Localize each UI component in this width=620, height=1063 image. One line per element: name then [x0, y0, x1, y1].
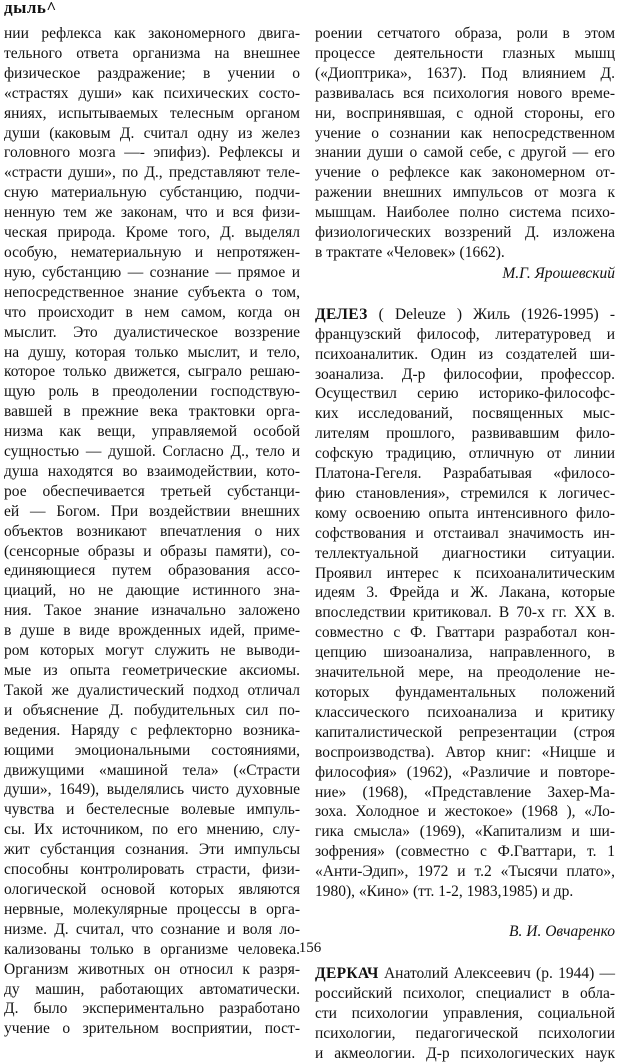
text-line: души (каковым Д. считал одну из желез [4, 124, 300, 144]
text-line: классического психоанализа и критику [315, 703, 615, 723]
text-line: («Диоптрика», 1637). Под влиянием Д. [315, 64, 615, 84]
text-line: процессе деятельности глазных мышц [315, 44, 615, 64]
text-line: знании души о самой себе, с другой — его [315, 143, 615, 163]
text-line: Организм животных он относил к разря- [4, 960, 300, 980]
right-column [315, 24, 615, 1063]
text-line: цепцию шизоанализа, направленного, в [315, 643, 615, 663]
text-line: совместно с Ф. Гваттари разработал кон- [315, 623, 615, 643]
text-line: психоаналитик. Один из создателей ши- [315, 345, 615, 365]
text-line: что происходит в нем самом, когда он [4, 303, 300, 323]
text-line: мыслит. Это дуалистическое воззрение [4, 323, 300, 343]
text-line: Проявил интерес к психоаналитическим [315, 564, 615, 584]
text-line: роении сетчатого образа, роли в этом [315, 24, 615, 44]
text-line: тельного ответа организма на внешнее [4, 44, 300, 64]
text-line: головного мозга —- эпифиз). Рефлексы и [4, 143, 300, 163]
text-line: нии рефлекса как закономерного двига- [4, 24, 300, 44]
text-line: ние» (1968), «Представление Захер-Ма- [315, 783, 615, 803]
text-line: ологической основой которых являются [4, 880, 300, 900]
text-line: души», 1649), выделялись чисто духовные [4, 780, 300, 800]
text-line: ния. Такое знание изначально заложено [4, 601, 300, 621]
text-line: кому освоению опыта интенсивного фило- [315, 504, 615, 524]
descartes-continuation [315, 24, 615, 263]
text-line: Такой же дуалистический подход отличал [4, 681, 300, 701]
text-line: французский философ, литературовед и [315, 325, 615, 345]
text-line: мышцам. Наиболее полно система психо- [315, 203, 615, 223]
text-line: ческая природа. Кроме того, Д. выделял [4, 223, 300, 243]
running-head: дыль^ [4, 0, 57, 18]
text-line: и объяснение Д. побудительных сил по- [4, 701, 300, 721]
text-line: кализованы только в организме человека. [4, 940, 300, 960]
text-line: софствования и отстаивал значимость ин- [315, 524, 615, 544]
text-line: 1980), «Кино» (тт. 1-2, 1983,1985) и др. [315, 882, 615, 902]
text-line: на душу, которая только мыслит, и тело, [4, 343, 300, 363]
text-line: сти психологии управления, социальной [315, 1004, 615, 1024]
text-line: вавшей в прежние века трактовки орга- [4, 402, 300, 422]
text-line: сущностью — душой. Согласно Д., тело и [4, 442, 300, 462]
entry-first-line [315, 964, 615, 984]
text-line: ром которых могут служить не выводи- [4, 641, 300, 661]
author-signature-ovcharenko: В. И. Овчаренко [315, 922, 615, 942]
text-line: жит субстанция сознания. Эти импульсы [4, 840, 300, 860]
text-line: душа находятся во взаимодействии, кото- [4, 462, 300, 482]
text-line: способны контролировать страсти, физи- [4, 860, 300, 880]
text-line: Платона-Гегеля. Разрабатывая «филосо- [315, 464, 615, 484]
text-line: воспроизводства). Автор книг: «Ницше и [315, 743, 615, 763]
text-line: особую, нематериальную и непротяжен- [4, 243, 300, 263]
text-line: щую роль в преодолении господствую- [4, 382, 300, 402]
entry-first-line-text: ( Deleuze ) Жиль (1926-1995) - [368, 306, 615, 323]
text-line: физиологических воззрений Д. изложена [315, 223, 615, 243]
text-line: ненную тем же законам, что и вся физи- [4, 203, 300, 223]
text-line: фию становления», стремился к логичес- [315, 484, 615, 504]
text-line: ражении внешних импульсов от мозга к [315, 183, 615, 203]
text-line: в душе в виде врожденных идей, приме- [4, 621, 300, 641]
text-line: идеям 3. Фрейда и Ж. Лакана, которые [315, 583, 615, 603]
page-number: 156 [0, 940, 620, 957]
text-line: (сенсорные образы и образы памяти), со- [4, 542, 300, 562]
text-line: низма как вещи, управляемой особой [4, 422, 300, 442]
text-line: учение о сознании как непосредственном [315, 124, 615, 144]
text-line: непосредственное знание субъекта о том, [4, 283, 300, 303]
entry-headword: ДЕРКАЧ [315, 965, 379, 982]
entry-deleuze [315, 305, 615, 902]
text-line: ющими эмоциональными состояниями, [4, 741, 300, 761]
text-line: Осуществил серию историко-философс- [315, 384, 615, 404]
text-line: софскую традицию, отличную от линии [315, 444, 615, 464]
text-line: ведения. Наряду с рефлекторно возника- [4, 721, 300, 741]
text-line: чувства и бестелесные волевые импуль- [4, 800, 300, 820]
text-line: развивалась вся психология нового време- [315, 84, 615, 104]
text-line: Д. было экспериментально разработано [4, 999, 300, 1019]
text-line: ни, воспринявшая, с одной стороны, его [315, 104, 615, 124]
entry-first-line [315, 305, 615, 325]
text-line: сы. Их источником, по его мнению, слу- [4, 820, 300, 840]
text-line: теллектуальной диагностики ситуации. [315, 544, 615, 564]
text-line: сную материальную субстанцию, подчи- [4, 183, 300, 203]
text-line: яниях, испытываемых телесным органом [4, 104, 300, 124]
text-line: капиталистической репрезентации (строя [315, 723, 615, 743]
text-line: мые из опыта геометрические аксиомы. [4, 661, 300, 681]
text-line: которое только движется, сыграло решаю- [4, 362, 300, 382]
text-line: лителям прошлого, развивавшим фило- [315, 424, 615, 444]
text-line: нервные, молекулярные процессы в орга- [4, 900, 300, 920]
entry-first-line-text: Анатолий Алексеевич (р. 1944) — [379, 965, 615, 982]
text-line: зоанализа. Д-р философии, профессор. [315, 365, 615, 385]
text-line: в трактате «Человек» (1662). [315, 243, 615, 263]
text-line: низме. Д. считал, что сознание и воля ло- [4, 920, 300, 940]
text-line: философия» (1962), «Различие и повторе- [315, 763, 615, 783]
text-line: «Анти-Эдип», 1972 и т.2 «Тысячи плато», [315, 862, 615, 882]
text-line: «страсти души», по Д., представляют теле- [4, 163, 300, 183]
text-line: российский психолог, специалист в обла- [315, 984, 615, 1004]
text-line: циаций, но не дающие истинного зна- [4, 581, 300, 601]
text-line: которых фундаментальных положений [315, 683, 615, 703]
text-line: единяющиеся путем образования ассо- [4, 561, 300, 581]
text-line: психологии, педагогической психологии [315, 1024, 615, 1044]
text-line: «страстях души» как психических состо- [4, 84, 300, 104]
text-line: значительной мере, на преодоление не- [315, 663, 615, 683]
text-line: ей — Богом. При воздействии внешних [4, 502, 300, 522]
text-line: объектов возникают впечатления о них [4, 522, 300, 542]
text-line: ную, субстанцию — сознание — прямое и [4, 263, 300, 283]
text-line: рое обеспечивается третьей субстанци- [4, 482, 300, 502]
text-line: гика смысла» (1969), «Капитализм и ши- [315, 822, 615, 842]
text-line: физическое раздражение; в учении о [4, 64, 300, 84]
text-line: движущими «машиной тела» («Страсти [4, 761, 300, 781]
text-line: зоха. Холодное и жестокое» (1968 ), «Ло- [315, 802, 615, 822]
author-signature-yaroshevsky: М.Г. Ярошевский [315, 264, 615, 284]
text-line: ду машин, работающих автоматически. [4, 980, 300, 1000]
text-line: зофрения» (совместно с Ф.Гваттари, т. 1 [315, 842, 615, 862]
entry-headword: ДЕЛЕЗ [315, 306, 368, 323]
text-line: учение о рефлексе как закономерном от- [315, 163, 615, 183]
entry-derkach [315, 964, 615, 1063]
left-column [4, 24, 300, 1039]
text-line: и акмеологии. Д-р психологических наук [315, 1044, 615, 1063]
text-line: ких исследований, посвященных мыс- [315, 404, 615, 424]
text-line: впоследствии критиковал. В 70-х гг. XX в. [315, 603, 615, 623]
text-line: учение о зрительном восприятии, пост- [4, 1019, 300, 1039]
